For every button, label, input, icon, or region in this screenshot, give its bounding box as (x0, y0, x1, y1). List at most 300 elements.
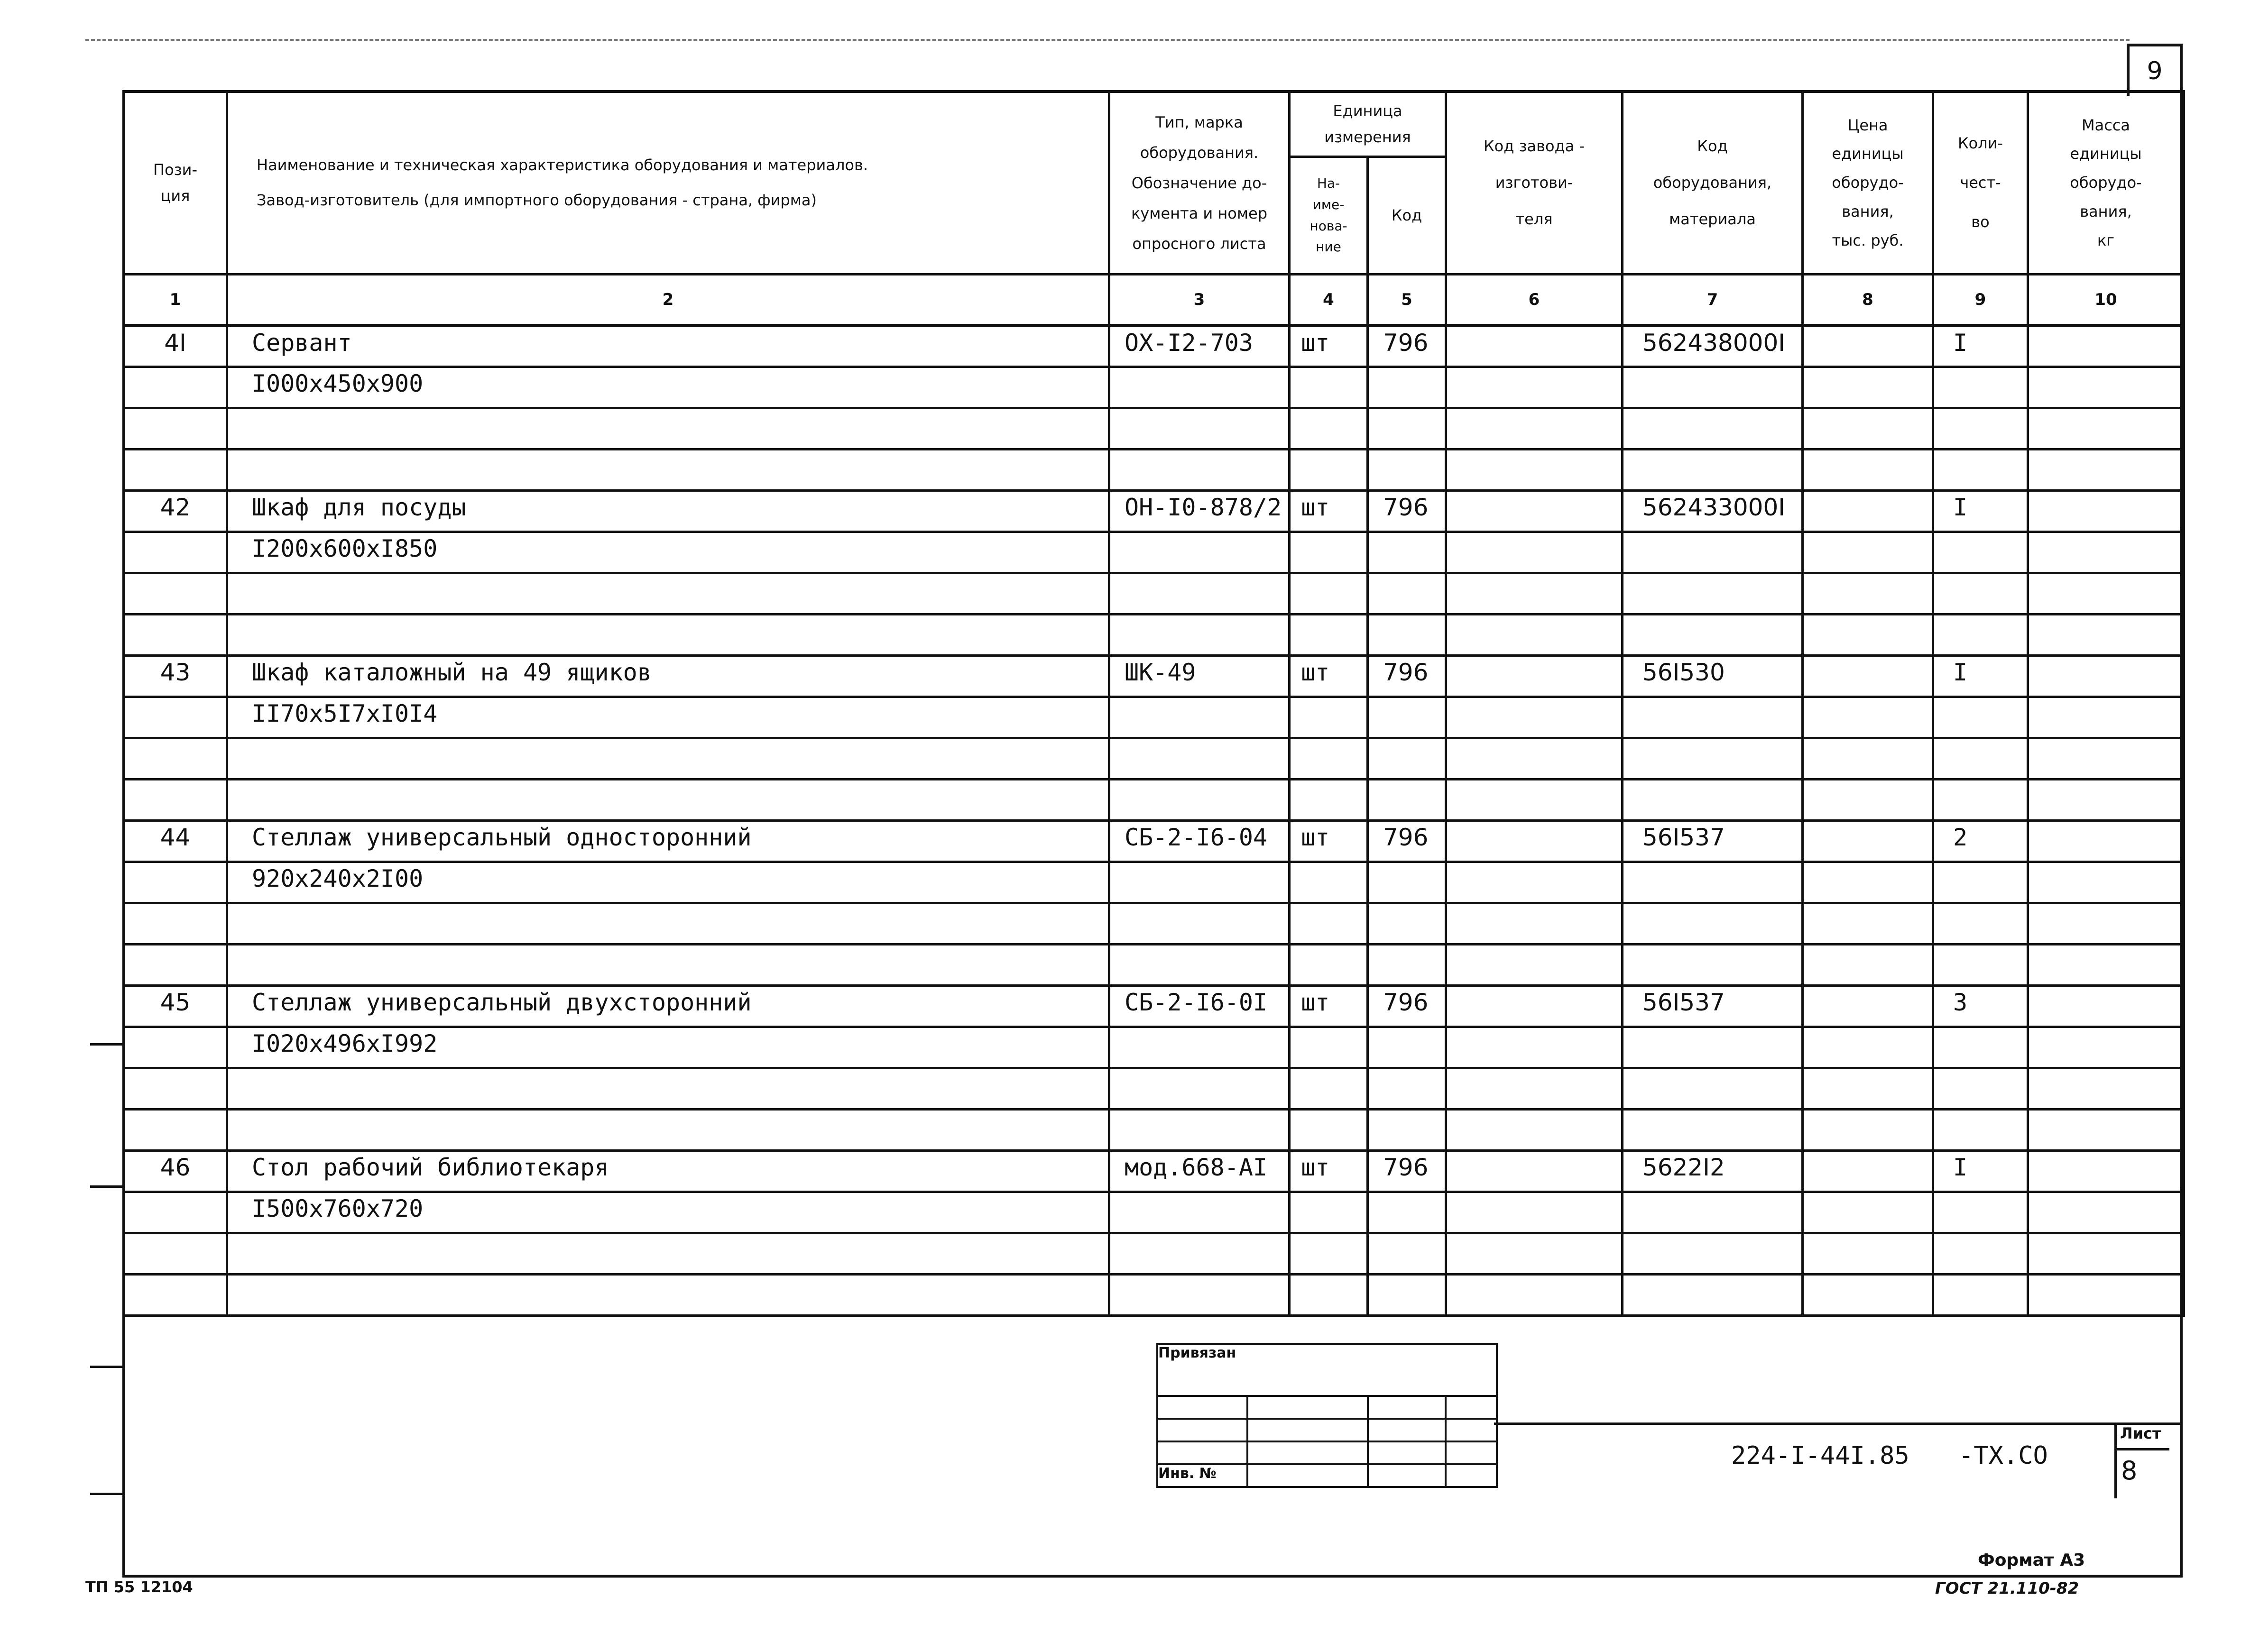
item-dims-row (124, 697, 2184, 738)
table-cell (1290, 697, 1368, 738)
empty-row (124, 573, 2184, 615)
item-dimensions: I200x600xI850 (227, 532, 1109, 573)
table-cell (1933, 1110, 2028, 1151)
table-cell (2028, 821, 2184, 862)
header-unit-code: Код (1368, 157, 1446, 275)
table-cell (1623, 573, 1803, 615)
table-cell (1368, 697, 1446, 738)
table-cell (1446, 573, 1623, 615)
table-cell (2028, 862, 2184, 903)
table-cell (227, 573, 1109, 615)
sheet-label: Лист (2120, 1424, 2161, 1442)
stamp-inv: Инв. № (1157, 1464, 1247, 1487)
table-cell (1446, 780, 1623, 821)
table-cell (124, 1110, 227, 1151)
table-cell (1623, 1233, 1803, 1275)
format-label: Формат А3 (1978, 1551, 2085, 1570)
table-cell (1446, 862, 1623, 903)
table-cell (227, 408, 1109, 450)
table-cell (2028, 1233, 2184, 1275)
tp-code: ТП 55 12104 (85, 1578, 193, 1596)
item-code: 5622I2 (1623, 1151, 1803, 1192)
item-unit-code: 796 (1368, 326, 1446, 367)
table-cell (1933, 1192, 2028, 1233)
table-cell (124, 780, 227, 821)
table-cell (124, 945, 227, 986)
table-cell (1803, 862, 1933, 903)
table-cell (1109, 1027, 1290, 1068)
column-number: 5 (1368, 275, 1446, 326)
table-cell (1368, 862, 1446, 903)
table-cell (1109, 1110, 1290, 1151)
item-dimensions: II70x5I7xI0I4 (227, 697, 1109, 738)
table-cell (1803, 573, 1933, 615)
item-position: 42 (124, 491, 227, 532)
table-cell (227, 780, 1109, 821)
table-cell (1368, 1192, 1446, 1233)
empty-row (124, 780, 2184, 821)
item-dims-row (124, 1192, 2184, 1233)
column-number: 1 (124, 275, 227, 326)
table-cell (124, 1233, 227, 1275)
item-quantity: 3 (1933, 986, 2028, 1027)
item-type: ОН-I0-878/2 (1109, 491, 1290, 532)
table-cell (1290, 1110, 1368, 1151)
stamp-title: Привязан (1157, 1344, 1497, 1396)
item-unit-code: 796 (1368, 1151, 1446, 1192)
item-row (124, 491, 2184, 532)
table-cell (1446, 367, 1623, 408)
table-cell (1290, 1027, 1368, 1068)
empty-row (124, 903, 2184, 945)
table-cell (1933, 615, 2028, 656)
table-cell (1446, 1068, 1623, 1110)
table-cell (1109, 903, 1290, 945)
table-cell (1446, 1192, 1623, 1233)
table-cell (2028, 532, 2184, 573)
table-cell (1290, 367, 1368, 408)
item-quantity: I (1933, 326, 2028, 367)
item-type: ШК-49 (1109, 656, 1290, 697)
header-price: Цена единицы оборудо- вания, тыс. руб. (1803, 92, 1933, 275)
table-cell (1368, 1233, 1446, 1275)
table-cell (2028, 1275, 2184, 1316)
table-cell (1446, 738, 1623, 780)
item-row (124, 326, 2184, 367)
table-cell (1933, 697, 2028, 738)
table-cell (124, 367, 227, 408)
item-name: Стеллаж универсальный двухсторонний (227, 986, 1109, 1027)
table-cell (1368, 738, 1446, 780)
side-tick (90, 1366, 122, 1368)
table-cell (1933, 862, 2028, 903)
table-cell (227, 1068, 1109, 1110)
table-cell (1446, 450, 1623, 491)
table-cell (1623, 945, 1803, 986)
table-cell (1933, 450, 2028, 491)
table-cell (1933, 1068, 2028, 1110)
table-cell (1109, 862, 1290, 903)
table-cell (1803, 1110, 1933, 1151)
title-block-line (1494, 1423, 2183, 1425)
table-cell (124, 1275, 227, 1316)
item-dimensions: I500x760x720 (227, 1192, 1109, 1233)
table-cell (2028, 1192, 2184, 1233)
table-cell (1109, 450, 1290, 491)
top-sheet-number: 9 (2127, 44, 2183, 96)
table-cell (1290, 615, 1368, 656)
table-cell (1803, 1027, 1933, 1068)
empty-row (124, 1068, 2184, 1110)
table-cell (2028, 1027, 2184, 1068)
item-dims-row (124, 532, 2184, 573)
table-cell (1368, 945, 1446, 986)
table-cell (1368, 1027, 1446, 1068)
column-number: 2 (227, 275, 1109, 326)
empty-row (124, 450, 2184, 491)
column-number: 8 (1803, 275, 1933, 326)
table-cell (2028, 491, 2184, 532)
table-cell (1446, 1151, 1623, 1192)
item-code: 562438000I (1623, 326, 1803, 367)
item-quantity: I (1933, 1151, 2028, 1192)
table-cell (1109, 945, 1290, 986)
table-cell (1803, 450, 1933, 491)
table-cell (1623, 903, 1803, 945)
table-cell (1803, 903, 1933, 945)
item-position: 44 (124, 821, 227, 862)
table-cell (1803, 408, 1933, 450)
item-quantity: I (1933, 491, 2028, 532)
table-cell (1446, 821, 1623, 862)
table-cell (1803, 821, 1933, 862)
table-cell (124, 615, 227, 656)
table-cell (1368, 903, 1446, 945)
table-cell (1803, 1151, 1933, 1192)
item-code: 562433000I (1623, 491, 1803, 532)
table-cell (2028, 697, 2184, 738)
table-cell (1623, 862, 1803, 903)
table-cell (1933, 573, 2028, 615)
table-cell (2028, 780, 2184, 821)
empty-row (124, 738, 2184, 780)
document-suffix: -ТХ.СО (1959, 1441, 2048, 1470)
item-unit-code: 796 (1368, 821, 1446, 862)
table-cell (227, 1110, 1109, 1151)
item-unit: шт (1290, 821, 1368, 862)
header-plant-code: Код завода - изготови- теля (1446, 92, 1623, 275)
empty-row (124, 1110, 2184, 1151)
table-cell (227, 945, 1109, 986)
column-number: 9 (1933, 275, 2028, 326)
table-cell (1109, 367, 1290, 408)
table-cell (2028, 945, 2184, 986)
table-cell (1803, 945, 1933, 986)
table-cell (124, 450, 227, 491)
table-cell (2028, 1151, 2184, 1192)
table-cell (1290, 945, 1368, 986)
table-cell (1368, 615, 1446, 656)
table-cell (227, 903, 1109, 945)
table-cell (2028, 408, 2184, 450)
table-cell (1368, 1275, 1446, 1316)
table-cell (1623, 532, 1803, 573)
table-cell (1446, 491, 1623, 532)
item-name: Шкаф для посуды (227, 491, 1109, 532)
table-cell (1368, 367, 1446, 408)
side-tick (90, 1493, 122, 1495)
table-cell (1623, 780, 1803, 821)
table-cell (1933, 1233, 2028, 1275)
item-name: Шкаф каталожный на 49 ящиков (227, 656, 1109, 697)
table-cell (1623, 1275, 1803, 1316)
table-cell (2028, 903, 2184, 945)
table-cell (1368, 1110, 1446, 1151)
table-cell (1446, 615, 1623, 656)
table-cell (1446, 1275, 1623, 1316)
table-cell (1368, 573, 1446, 615)
header-mass: Масса единицы оборудо- вания, кг (2028, 92, 2184, 275)
item-dims-row (124, 367, 2184, 408)
item-row (124, 656, 2184, 697)
table-cell (1623, 615, 1803, 656)
table-cell (1109, 780, 1290, 821)
table-cell (1368, 450, 1446, 491)
item-unit: шт (1290, 326, 1368, 367)
table-cell (2028, 738, 2184, 780)
table-cell (1290, 862, 1368, 903)
table-cell (1109, 408, 1290, 450)
table-cell (1803, 491, 1933, 532)
table-cell (227, 1275, 1109, 1316)
item-unit: шт (1290, 656, 1368, 697)
specification-table (122, 90, 2185, 1317)
table-cell (1803, 1233, 1933, 1275)
table-cell (1290, 903, 1368, 945)
item-name: Стол рабочий библиотекаря (227, 1151, 1109, 1192)
table-cell (124, 697, 227, 738)
sheet-box-divider (2114, 1448, 2169, 1450)
side-tick (90, 1185, 122, 1188)
empty-row (124, 408, 2184, 450)
header-quantity: Коли- чест- во (1933, 92, 2028, 275)
table-cell (1290, 738, 1368, 780)
table-cell (1803, 1068, 1933, 1110)
table-cell (1446, 656, 1623, 697)
table-cell (1290, 408, 1368, 450)
header-unit-name: На- име- нова- ние (1290, 157, 1368, 275)
table-cell (1368, 408, 1446, 450)
table-cell (1368, 532, 1446, 573)
table-cell (2028, 656, 2184, 697)
table-cell (1623, 1110, 1803, 1151)
table-cell (1446, 903, 1623, 945)
table-cell (2028, 1110, 2184, 1151)
table-cell (124, 738, 227, 780)
empty-row (124, 615, 2184, 656)
item-dimensions: 920x240x2I00 (227, 862, 1109, 903)
item-code: 56I537 (1623, 821, 1803, 862)
table-cell (1290, 532, 1368, 573)
sheet-number: 8 (2121, 1456, 2138, 1486)
item-position: 45 (124, 986, 227, 1027)
document-code: 224-I-44I.85 (1731, 1441, 1909, 1470)
table-cell (1803, 780, 1933, 821)
table-cell (1446, 1233, 1623, 1275)
column-number: 3 (1109, 275, 1290, 326)
column-number: 10 (2028, 275, 2184, 326)
table-cell (1803, 656, 1933, 697)
table-cell (1933, 780, 2028, 821)
table-cell (124, 1192, 227, 1233)
column-number-row (124, 275, 2184, 326)
table-cell (1803, 697, 1933, 738)
column-number: 4 (1290, 275, 1368, 326)
table-cell (1803, 326, 1933, 367)
column-number: 7 (1623, 275, 1803, 326)
table-cell (1446, 1110, 1623, 1151)
table-cell (1933, 1275, 2028, 1316)
table-cell (1803, 615, 1933, 656)
item-type: СБ-2-I6-0I (1109, 986, 1290, 1027)
table-cell (1109, 1233, 1290, 1275)
table-cell (1803, 367, 1933, 408)
header-name: Наименование и техническая характеристика оборудования и материалов. Завод-изготовитель (для импортного оборудования - страна, фирма) (227, 92, 1109, 275)
table-cell (1623, 738, 1803, 780)
item-name: Сервант (227, 326, 1109, 367)
header-position: Пози- ция (124, 92, 227, 275)
table-cell (1446, 408, 1623, 450)
table-cell (1623, 1192, 1803, 1233)
header-equipment-code: Код оборудования, материала (1623, 92, 1803, 275)
table-cell (1623, 367, 1803, 408)
item-position: 46 (124, 1151, 227, 1192)
table-cell (124, 532, 227, 573)
item-type: мод.668-АI (1109, 1151, 1290, 1192)
table-cell (1446, 986, 1623, 1027)
table-cell (1623, 450, 1803, 491)
table-cell (1933, 408, 2028, 450)
table-cell (1803, 986, 1933, 1027)
table-cell (2028, 326, 2184, 367)
table-cell (124, 862, 227, 903)
table-cell (124, 1027, 227, 1068)
table-cell (1933, 903, 2028, 945)
table-cell (1109, 1275, 1290, 1316)
privjazan-stamp (1156, 1343, 1498, 1488)
item-dimensions: I020x496xI992 (227, 1027, 1109, 1068)
table-cell (1446, 326, 1623, 367)
table-cell (1109, 1068, 1290, 1110)
table-cell (1290, 1068, 1368, 1110)
top-dashed-line (85, 39, 2130, 41)
table-cell (1933, 532, 2028, 573)
item-code: 56I530 (1623, 656, 1803, 697)
item-dims-row (124, 862, 2184, 903)
table-cell (227, 450, 1109, 491)
table-cell (227, 615, 1109, 656)
table-cell (124, 573, 227, 615)
item-unit: шт (1290, 1151, 1368, 1192)
table-cell (1290, 1192, 1368, 1233)
table-cell (227, 738, 1109, 780)
table-cell (1446, 532, 1623, 573)
table-cell (1446, 697, 1623, 738)
table-cell (1623, 1027, 1803, 1068)
column-number: 6 (1446, 275, 1623, 326)
table-cell (124, 903, 227, 945)
table-cell (1290, 1233, 1368, 1275)
item-unit: шт (1290, 491, 1368, 532)
side-tick (90, 1043, 122, 1046)
item-unit-code: 796 (1368, 656, 1446, 697)
item-position: 4I (124, 326, 227, 367)
item-row (124, 986, 2184, 1027)
empty-row (124, 945, 2184, 986)
item-quantity: 2 (1933, 821, 2028, 862)
table-cell (1803, 532, 1933, 573)
table-cell (2028, 367, 2184, 408)
table-cell (2028, 1068, 2184, 1110)
table-cell (2028, 573, 2184, 615)
empty-row (124, 1275, 2184, 1316)
empty-row (124, 1233, 2184, 1275)
item-unit: шт (1290, 986, 1368, 1027)
table-cell (1933, 738, 2028, 780)
table-cell (1290, 1275, 1368, 1316)
table-cell (1109, 738, 1290, 780)
table-cell (1803, 1192, 1933, 1233)
item-row (124, 1151, 2184, 1192)
item-dimensions: I000x450x900 (227, 367, 1109, 408)
item-code: 56I537 (1623, 986, 1803, 1027)
table-cell (1290, 573, 1368, 615)
table-cell (1803, 1275, 1933, 1316)
item-type: ОХ-I2-703 (1109, 326, 1290, 367)
table-cell (1446, 1027, 1623, 1068)
table-cell (2028, 450, 2184, 491)
table-cell (1368, 780, 1446, 821)
table-cell (2028, 615, 2184, 656)
item-quantity: I (1933, 656, 2028, 697)
item-unit-code: 796 (1368, 491, 1446, 532)
table-cell (1368, 1068, 1446, 1110)
item-position: 43 (124, 656, 227, 697)
table-cell (1109, 532, 1290, 573)
table-cell (1933, 367, 2028, 408)
table-cell (1933, 1027, 2028, 1068)
item-row (124, 821, 2184, 862)
table-cell (1623, 408, 1803, 450)
item-type: СБ-2-I6-04 (1109, 821, 1290, 862)
table-cell (1623, 697, 1803, 738)
item-name: Стеллаж универсальный односторонний (227, 821, 1109, 862)
table-cell (1109, 615, 1290, 656)
table-cell (1623, 1068, 1803, 1110)
header-unit: Единица измерения (1290, 92, 1446, 157)
table-cell (2028, 986, 2184, 1027)
table-cell (1290, 450, 1368, 491)
table-cell (227, 1233, 1109, 1275)
item-dims-row (124, 1027, 2184, 1068)
item-unit-code: 796 (1368, 986, 1446, 1027)
table-cell (1109, 697, 1290, 738)
header-type: Тип, марка оборудования. Обозначение до- кумента и номер опросного листа (1109, 92, 1290, 275)
table-cell (124, 408, 227, 450)
table-cell (1109, 1192, 1290, 1233)
table-cell (124, 1068, 227, 1110)
table-cell (1109, 573, 1290, 615)
